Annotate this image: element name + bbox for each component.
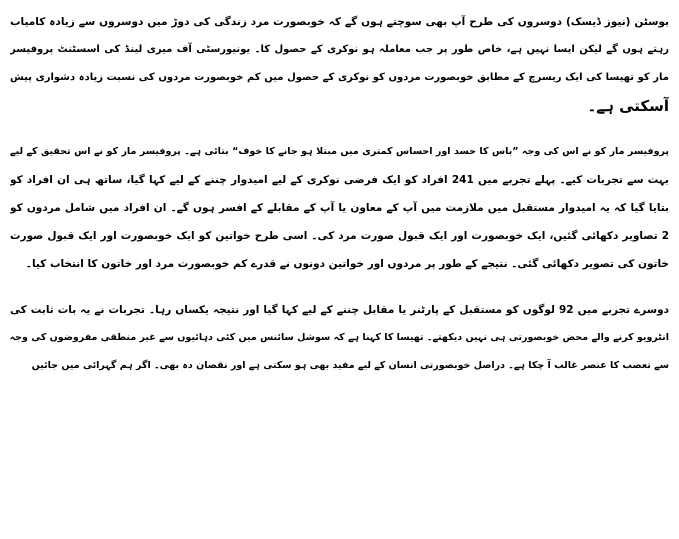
text-line: آسکتی ہے۔	[587, 97, 669, 115]
text-line: مار کو تھیسا کی ایک ریسرچ کے مطابق خوبصورت مردوں کو نوکری کے حصول میں کم خوبصورت مردوں کی نسبت زیادہ دشواری پیش	[10, 72, 669, 83]
text-line: بتایا گیا کہ یہ امیدوار مستقبل میں ملازمت میں آپ کے معاون یا آپ کے مقابلے کے افسر ہوں گے۔ ان افراد میں شامل مردوں کو	[10, 202, 669, 214]
text-line: 2 تصاویر دکھائی گئیں، ایک خوبصورت اور ایک قبول صورت مرد کی۔ اسی طرح خواتین کو ایک خوبصورت اور ایک قبول صورت	[10, 230, 669, 242]
text-line: انٹرویو کرنے والے محض خوبصورتی ہی نہیں دیکھتے۔ تھیسا کا کہنا ہے کہ سوشل سائنس میں کئی دہائیوں سے غیر منطقی مفروضوں کی وجہ	[10, 332, 669, 343]
text-line: بہت سے تجربات کیے۔ پہلے تجربے میں 241 افراد کو ایک فرضی نوکری کے لیے امیدوار چننے کے لیے کہا گیا، ساتھ ہی ان افراد کو	[10, 174, 669, 186]
article-body	[10, 8, 669, 539]
text-line: دوسرے تجربے میں 92 لوگوں کو مستقبل کے پارٹنر یا مقابل چننے کے لیے کہا گیا اور نتیجہ یکساں رہا۔ تجربات نے یہ بات ثابت کی	[10, 304, 669, 316]
paragraph-second-experiment	[10, 296, 669, 380]
text-line: پروفیسر مار کو نے اس کی وجہ ”باس کا حسد اور احساس کمتری میں مبتلا ہو جانے کا خوف“ بتائی ہے۔ پروفیسر مار کو نے اس تحقیق کے لیے	[10, 146, 669, 157]
text-line: خاتون کی تصویر دکھائی گئی۔ نتیجے کے طور پر مردوں اور خواتین دونوں نے قدرے کم خوبصورت مرد اور خاتون کا انتخاب کیا۔	[25, 258, 669, 270]
text-line: بوسٹن (نیوز ڈیسک) دوسروں کی طرح آپ بھی سوچتے ہوں گے کہ خوبصورت مرد زندگی کی دوڑ میں دوسروں سے زیادہ کامیاب	[10, 16, 669, 28]
paragraph-intro	[10, 8, 669, 120]
text-line: سے تعصب کا عنصر غالب آ چکا ہے۔ دراصل خوبصورتی انسان کے لیے مفید بھی ہو سکتی ہے اور نقصان دہ بھی۔ اگر ہم گہرائی میں جائیں	[31, 360, 669, 371]
paragraph-first-experiment	[10, 138, 669, 278]
text-line: رہتے ہوں گے لیکن ایسا نہیں ہے، خاص طور پر جب معاملہ ہو نوکری کے حصول کا۔ یونیورسٹی آف میری لینڈ کی اسسٹنٹ پروفیسر	[10, 44, 669, 55]
